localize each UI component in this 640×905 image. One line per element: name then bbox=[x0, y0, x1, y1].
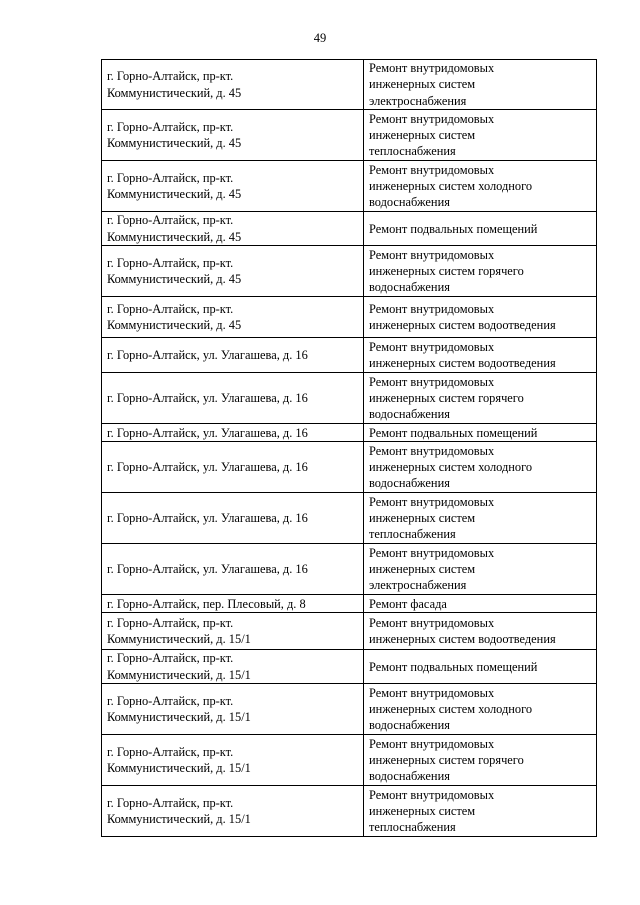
address-cell: г. Горно-Алтайск, ул. Улагашева, д. 16 bbox=[102, 424, 364, 442]
work-type-cell: Ремонт внутридомовых инженерных систем холодного водоснабжения bbox=[364, 442, 597, 493]
table-row bbox=[102, 424, 597, 442]
table-row bbox=[102, 338, 597, 373]
work-type-cell: Ремонт внутридомовых инженерных систем электроснабжения bbox=[364, 544, 597, 595]
address-cell: г. Горно-Алтайск, пр-кт. Коммунистический, д. 45 bbox=[102, 60, 364, 110]
table-row bbox=[102, 544, 597, 595]
table-row bbox=[102, 212, 597, 246]
work-type-cell: Ремонт подвальных помещений bbox=[364, 212, 597, 246]
table-row bbox=[102, 650, 597, 684]
work-type-cell: Ремонт внутридомовых инженерных систем теплоснабжения bbox=[364, 786, 597, 837]
work-type-cell: Ремонт внутридомовых инженерных систем горячего водоснабжения bbox=[364, 735, 597, 786]
work-type-cell: Ремонт внутридомовых инженерных систем горячего водоснабжения bbox=[364, 246, 597, 297]
table-row bbox=[102, 246, 597, 297]
work-type-cell: Ремонт внутридомовых инженерных систем теплоснабжения bbox=[364, 493, 597, 544]
address-cell: г. Горно-Алтайск, пр-кт. Коммунистический, д. 15/1 bbox=[102, 735, 364, 786]
table-row bbox=[102, 297, 597, 338]
address-cell: г. Горно-Алтайск, пр-кт. Коммунистический, д. 15/1 bbox=[102, 684, 364, 735]
address-cell: г. Горно-Алтайск, пр-кт. Коммунистический, д. 45 bbox=[102, 212, 364, 246]
address-cell: г. Горно-Алтайск, пер. Плесовый, д. 8 bbox=[102, 595, 364, 613]
address-cell: г. Горно-Алтайск, пр-кт. Коммунистический, д. 15/1 bbox=[102, 786, 364, 837]
work-type-cell: Ремонт подвальных помещений bbox=[364, 650, 597, 684]
work-type-cell: Ремонт внутридомовых инженерных систем теплоснабжения bbox=[364, 110, 597, 161]
address-cell: г. Горно-Алтайск, пр-кт. Коммунистический, д. 45 bbox=[102, 161, 364, 212]
address-cell: г. Горно-Алтайск, ул. Улагашева, д. 16 bbox=[102, 544, 364, 595]
table-row bbox=[102, 684, 597, 735]
work-type-cell: Ремонт подвальных помещений bbox=[364, 424, 597, 442]
address-cell: г. Горно-Алтайск, пр-кт. Коммунистический, д. 45 bbox=[102, 246, 364, 297]
address-cell: г. Горно-Алтайск, пр-кт. Коммунистический, д. 45 bbox=[102, 297, 364, 338]
works-table bbox=[101, 59, 597, 837]
table-row bbox=[102, 735, 597, 786]
table-row bbox=[102, 786, 597, 837]
table-row bbox=[102, 613, 597, 650]
work-type-cell: Ремонт внутридомовых инженерных систем водоотведения bbox=[364, 338, 597, 373]
address-cell: г. Горно-Алтайск, пр-кт. Коммунистический, д. 15/1 bbox=[102, 613, 364, 650]
address-cell: г. Горно-Алтайск, ул. Улагашева, д. 16 bbox=[102, 493, 364, 544]
table-row bbox=[102, 161, 597, 212]
work-type-cell: Ремонт внутридомовых инженерных систем электроснабжения bbox=[364, 60, 597, 110]
work-type-cell: Ремонт фасада bbox=[364, 595, 597, 613]
address-cell: г. Горно-Алтайск, пр-кт. Коммунистический, д. 15/1 bbox=[102, 650, 364, 684]
table-row bbox=[102, 373, 597, 424]
table-row bbox=[102, 60, 597, 110]
address-cell: г. Горно-Алтайск, ул. Улагашева, д. 16 bbox=[102, 373, 364, 424]
work-type-cell: Ремонт внутридомовых инженерных систем холодного водоснабжения bbox=[364, 684, 597, 735]
table-row bbox=[102, 110, 597, 161]
work-type-cell: Ремонт внутридомовых инженерных систем холодного водоснабжения bbox=[364, 161, 597, 212]
address-cell: г. Горно-Алтайск, пр-кт. Коммунистический, д. 45 bbox=[102, 110, 364, 161]
address-cell: г. Горно-Алтайск, ул. Улагашева, д. 16 bbox=[102, 338, 364, 373]
work-type-cell: Ремонт внутридомовых инженерных систем горячего водоснабжения bbox=[364, 373, 597, 424]
table-row bbox=[102, 595, 597, 613]
page-number: 49 bbox=[313, 31, 327, 45]
address-cell: г. Горно-Алтайск, ул. Улагашева, д. 16 bbox=[102, 442, 364, 493]
work-type-cell: Ремонт внутридомовых инженерных систем водоотведения bbox=[364, 613, 597, 650]
table-row bbox=[102, 493, 597, 544]
works-table-body bbox=[102, 60, 597, 837]
table-row bbox=[102, 442, 597, 493]
work-type-cell: Ремонт внутридомовых инженерных систем водоотведения bbox=[364, 297, 597, 338]
